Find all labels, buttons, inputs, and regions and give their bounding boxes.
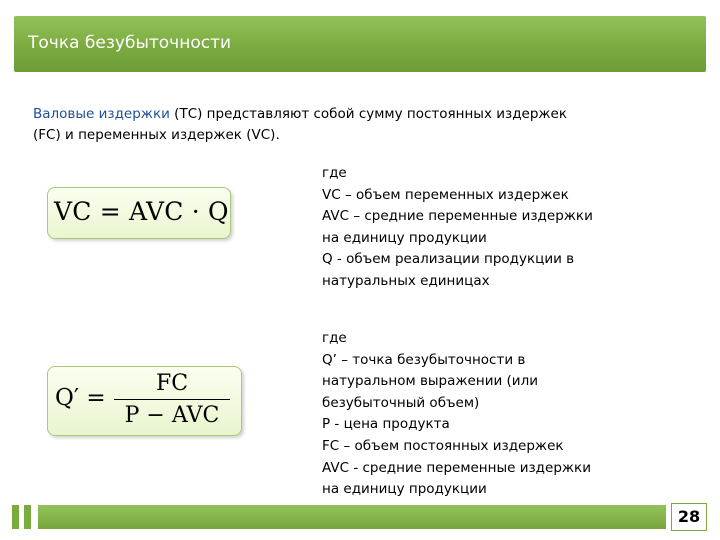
description-line: на единицу продукции <box>322 229 487 246</box>
slide-title: Точка безубыточности <box>28 33 232 53</box>
fraction-numerator: FC <box>155 371 189 396</box>
description-line: где <box>322 330 347 346</box>
formula-breakeven-fraction <box>114 371 230 429</box>
fraction-bar <box>114 399 230 400</box>
footer-accent-bar <box>12 505 19 529</box>
footer-accent-bar <box>24 505 31 529</box>
formula-vc-description <box>322 163 662 293</box>
footer-bar <box>38 505 666 529</box>
description-line: Р - цена продукта <box>322 416 450 433</box>
description-line: Q’ – точка безубыточности в <box>322 351 526 368</box>
formula-vc: VC = AVC · Q <box>54 197 229 226</box>
fraction-denominator: P − AVC <box>124 403 220 428</box>
description-line: Q - объем реализации продукции в <box>322 251 575 268</box>
formula-breakeven-box <box>47 366 242 436</box>
formula-breakeven-lhs: Q′ = <box>55 385 106 411</box>
intro-line2: (FC) и переменных издержек (VC). <box>33 127 280 143</box>
description-line: AVC – средние переменные издержки <box>322 208 593 225</box>
description-line: VC – объем переменных издержек <box>322 186 569 203</box>
description-line: где <box>322 165 347 181</box>
description-line: AVC - средние переменные издержки <box>322 459 591 476</box>
intro-highlight: Валовые издержки <box>33 106 170 122</box>
page-number: 28 <box>671 503 707 531</box>
formula-breakeven-description <box>322 328 662 501</box>
description-line: на единицу продукции <box>322 481 487 498</box>
description-line: безубыточный объем) <box>322 394 480 411</box>
intro-paragraph <box>33 104 673 146</box>
slide-header <box>14 16 706 72</box>
description-line: натуральных единицах <box>322 272 490 289</box>
intro-line1-rest: (ТС) представляют собой сумму постоянных издержек <box>169 106 568 122</box>
description-line: натуральном выражении (или <box>322 373 538 390</box>
formula-vc-box <box>47 187 231 239</box>
description-line: FC – объем постоянных издержек <box>322 437 564 454</box>
